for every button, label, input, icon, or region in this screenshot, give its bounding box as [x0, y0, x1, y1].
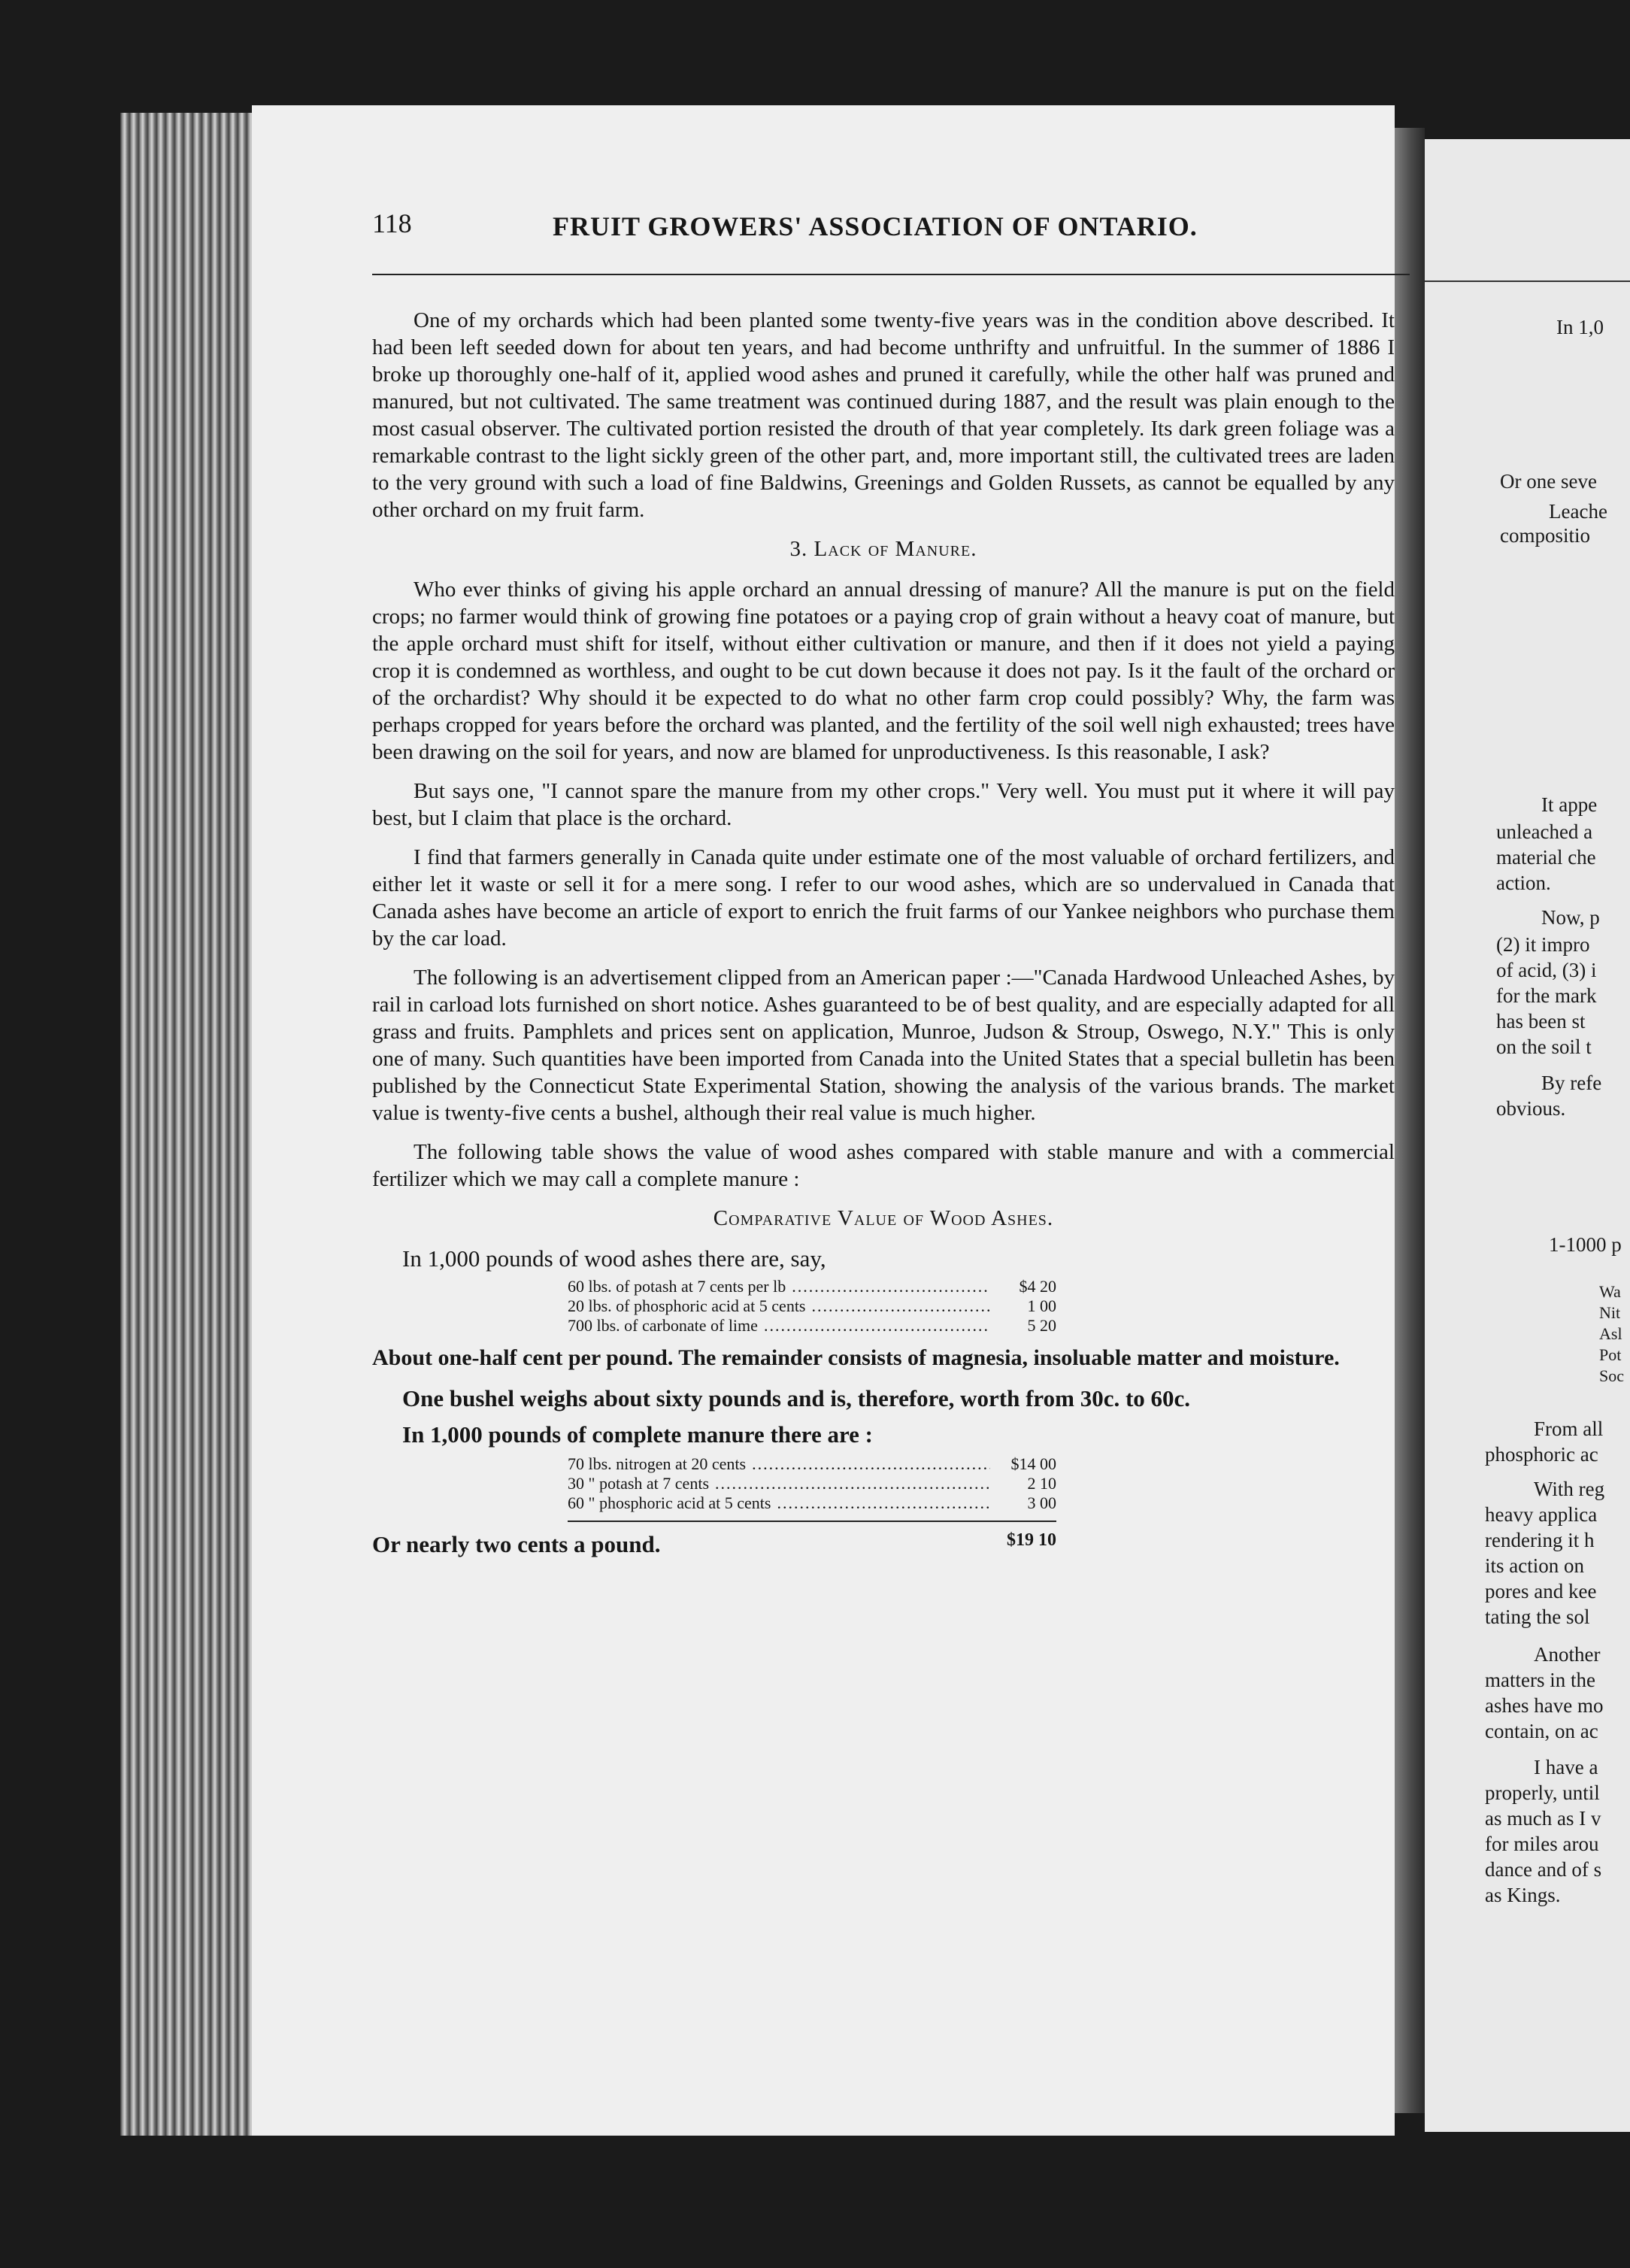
rp-line: Now, p [1541, 906, 1600, 929]
rp-line: In 1,0 [1556, 316, 1604, 338]
rp-line: rendering it h [1485, 1529, 1595, 1551]
row-label: 20 lbs. of phosphoric acid at 5 cents [568, 1296, 806, 1315]
row-value: $4 20 [1019, 1277, 1056, 1296]
row-label: 70 lbs. nitrogen at 20 cents [568, 1454, 747, 1473]
rp-line: has been st [1496, 1010, 1586, 1032]
dot-leader [792, 1277, 990, 1296]
row-label: 60 " phosphoric acid at 5 cents [568, 1493, 771, 1512]
rp-line: compositio [1500, 524, 1590, 547]
row-label: 700 lbs. of carbonate of lime [568, 1316, 758, 1335]
row-value: 2 10 [1027, 1474, 1056, 1493]
table-lead: In 1,000 pounds of complete manure there are : [402, 1421, 874, 1448]
row-value: 5 20 [1027, 1316, 1056, 1335]
rp-line: Leache [1549, 500, 1607, 523]
rp-line: phosphoric ac [1485, 1443, 1598, 1466]
rp-line: With reg [1534, 1478, 1605, 1500]
rp-line: as much as I v [1485, 1807, 1601, 1830]
row-value: $14 00 [1010, 1454, 1056, 1473]
rp-line: Another [1534, 1643, 1601, 1666]
rp-line: By refe [1541, 1072, 1602, 1094]
rp-line: tating the sol [1485, 1605, 1590, 1628]
rp-line: obvious. [1496, 1097, 1566, 1120]
table-row [568, 1454, 1056, 1474]
table-heading: Comparative Value of Wood Ashes. [713, 1206, 1054, 1230]
dot-leader [764, 1316, 990, 1336]
table-total: $19 10 [568, 1521, 1056, 1554]
paragraph: Who ever thinks of giving his apple orchard an annual dressing of manure? All the manure is put on the field crops; no farmer would think of growing fine potatoes or a paying crop of grain without a heavy coat of manure, but the apple orchard must shift for itself, without either cultivation or manure, and then if it does not yield a paying crop it is condemned as worthless, and ought to be cut down because it does not pay. Is it the fault of the orchard or of the orchardist? Why should it be expected to do what no other farm crop could possibly? Why, the farm was perhaps cropped for years before the orchard was planted, and the fertility of the soil well nigh exhausted; trees have been drawing on the soil for years, and now are blamed for unproductiveness. Is this reasonable, I ask? [372, 578, 1395, 764]
dot-leader [752, 1454, 990, 1474]
dot-leader [777, 1493, 990, 1513]
book-gutter [1395, 128, 1425, 2113]
closing-line: Or nearly two cents a pound. [372, 1531, 661, 1557]
rp-line: heavy applica [1485, 1503, 1598, 1526]
row-label: 30 " potash at 7 cents [568, 1474, 709, 1493]
row-label: 60 lbs. of potash at 7 cents per lb [568, 1277, 786, 1296]
rp-line: dance and of s [1485, 1858, 1602, 1881]
rp-line: of acid, (3) i [1496, 959, 1597, 981]
rp-line: ashes have mo [1485, 1694, 1604, 1717]
bushel-note: One bushel weighs about sixty pounds and is, therefore, worth from 30c. to 60c. [402, 1385, 1191, 1411]
right-page-fragment [1425, 139, 1630, 2132]
page-header [372, 208, 1395, 260]
paragraph: One of my orchards which had been planted some twenty-five years was in the condition above described. It had been left seeded down for about ten years, and had become unthrifty and unfruitful. In the summer of 1886 I broke up thoroughly one-half of it, applied wood ashes and pruned it carefully, while the other half was pruned and manured, but not cultivated. The same treatment was continued during 1887, and the result was plain enough to the most casual observer. The cultivated portion resisted the drouth of that year completely. Its dark green foliage was a remarkable contrast to the light sickly green of the other part, and, more important still, the cultivated trees are laden to the very ground with such a load of fine Baldwins, Greenings and Golden Russets, as cannot be equalled by any other orchard on my fruit farm. [372, 308, 1395, 522]
rp-line: Nit [1599, 1303, 1621, 1322]
rp-line: pores and kee [1485, 1580, 1597, 1602]
rp-line: matters in the [1485, 1669, 1595, 1691]
rp-line: contain, on ac [1485, 1720, 1598, 1742]
dot-leader [812, 1296, 991, 1316]
rp-line: material che [1496, 846, 1596, 869]
dot-leader [715, 1474, 990, 1493]
rp-line: 1-1000 p [1549, 1233, 1622, 1256]
rp-line: its action on [1485, 1554, 1584, 1577]
section-heading: 3. Lack of Manure. [789, 537, 977, 561]
rp-line: unleached a [1496, 820, 1593, 843]
table-row [568, 1296, 1056, 1316]
table-note: About one-half cent per pound. The remainder consists of magnesia, insoluable matter and moisture. [372, 1345, 1340, 1370]
page-body [372, 307, 1395, 1558]
rp-line: (2) it impro [1496, 933, 1590, 956]
rp-line: for miles arou [1485, 1833, 1599, 1855]
book-page-edges [120, 113, 256, 2136]
paragraph: The following table shows the value of wood ashes compared with stable manure and with a commercial fertilizer which we may call a complete manure : [372, 1140, 1395, 1191]
rp-line: for the mark [1496, 984, 1597, 1007]
paragraph: The following is an advertisement clipped from an American paper :—"Canada Hardwood Unleached Ashes, by rail in carload lots furnished on short notice. Ashes guaranteed to be of best quality, and are especially adapted for all grass and fruits. Pamphlets and prices sent on application, Munroe, Judson & Stroup, Oswego, N.Y." This is only one of many. Such quantities have been imported from Canada into the United States that a special bulletin has been published by the Connecticut State Experimental Station, showing the analysis of the various brands. The market value is twenty-five cents a bushel, although their real value is much higher. [372, 966, 1395, 1125]
rp-line: Soc [1599, 1366, 1624, 1385]
table-row [568, 1316, 1056, 1336]
rp-line: on the soil t [1496, 1035, 1592, 1058]
right-page-rule [1425, 280, 1630, 282]
paragraph: But says one, "I cannot spare the manure from my other crops." Very well. You must put it where it will pay best, but I claim that place is the orchard. [372, 779, 1395, 830]
rp-line: Pot [1599, 1345, 1622, 1364]
paragraph: I find that farmers generally in Canada quite under estimate one of the most valuable of orchard fertilizers, and either let it waste or sell it for a mere song. I refer to our wood ashes, which are so undervalued in Canada that Canada ashes have become an article of export to enrich the fruit farms of our Yankee neighbors who purchase them by the car load. [372, 845, 1395, 951]
table-row [568, 1474, 1056, 1493]
row-value: 1 00 [1027, 1296, 1056, 1315]
complete-manure-table [568, 1454, 1056, 1513]
rp-line: From all [1534, 1418, 1604, 1440]
page-number: 118 [372, 208, 412, 238]
rp-line: Asl [1599, 1324, 1622, 1343]
rp-line: properly, until [1485, 1781, 1600, 1804]
rp-line: Wa [1599, 1282, 1621, 1301]
header-rule [372, 274, 1410, 275]
running-head: FRUIT GROWERS' ASSOCIATION OF ONTARIO. [553, 211, 1198, 241]
wood-ashes-table [568, 1277, 1056, 1336]
row-value: 3 00 [1027, 1493, 1056, 1512]
rp-line: It appe [1541, 793, 1598, 816]
table-row [568, 1493, 1056, 1513]
rp-line: Or one seve [1500, 470, 1597, 493]
rp-line: I have a [1534, 1756, 1598, 1778]
rp-line: as Kings. [1485, 1884, 1561, 1906]
table-lead: In 1,000 pounds of wood ashes there are, say, [402, 1245, 826, 1272]
table-row [568, 1277, 1056, 1296]
rp-line: action. [1496, 872, 1551, 894]
